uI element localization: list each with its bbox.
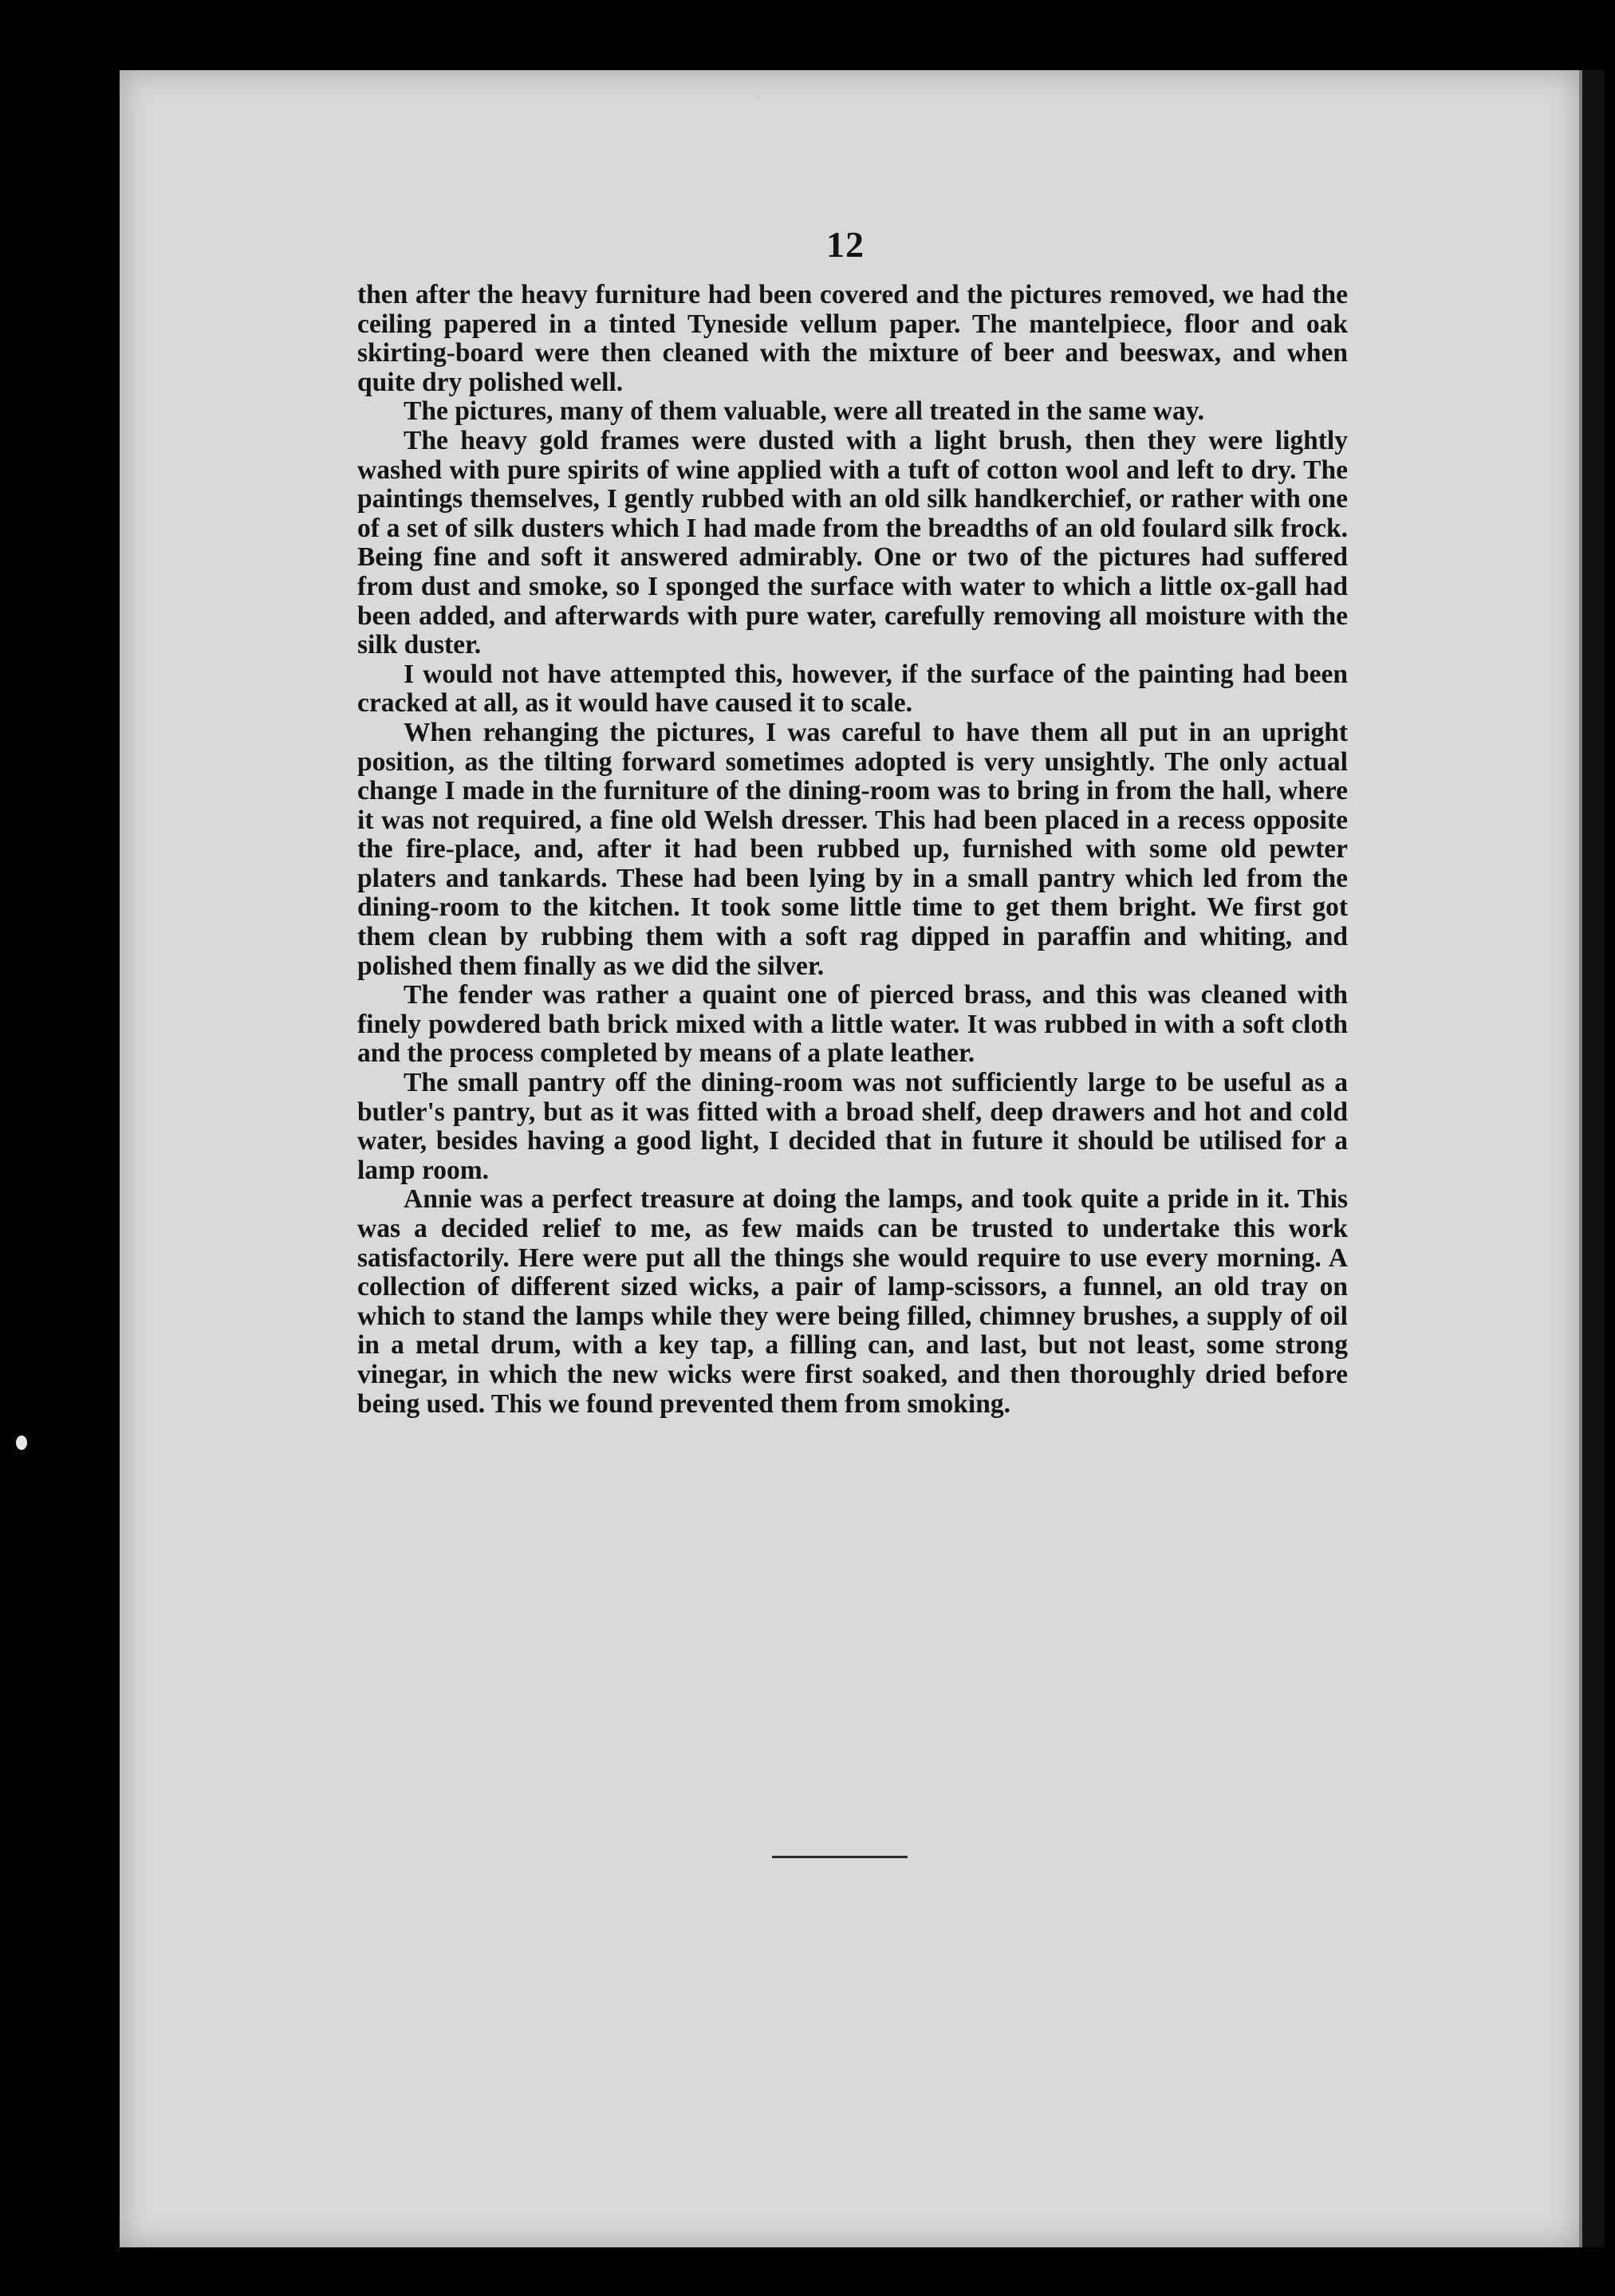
paragraph: When rehanging the pictures, I was careful to have them all put in an upright position, as the tilting forward sometimes adopted is very unsightly. The only actual change I made in the furniture of the dining-room was to bring in from the hall, where it was not required, a fine old Welsh dresser. This had been placed in a recess opposite the fire-place, and, after it had been rubbed up, furnished with some old pewter platers and tankards. These had been lying by in a small pantry which led from the dining-room to the kitchen. It took some little time to get them bright. We first got them clean by rubbing them with a soft rag dipped in paraffin and whiting, and polished them finally as we did the silver. — [357, 717, 1348, 981]
body-text — [357, 281, 1348, 1419]
paper-speck — [16, 1435, 27, 1450]
paragraph: The fender was rather a quaint one of pierced brass, and this was cleaned with finely powdered bath brick mixed with a little water. It was rubbed in with a soft cloth and the process completed by means of a plate leather. — [357, 980, 1348, 1069]
page-number: 12 — [826, 224, 865, 265]
paragraph: Annie was a perfect treasure at doing the lamps, and took quite a pride in it. This was a decided relief to me, as few maids can be trusted to undertake this work satisfactorily. Here were put all the things she would require to use every morning. A collection of different sized wicks, a pair of lamp-scissors, a funnel, an old tray on which to stand the lamps while they were being filled, chimney brushes, a supply of oil in a metal drum, with a key tap, a filling can, and last, but not least, some strong vinegar, in which the new wicks were first soaked, and then thoroughly dried before being used. This we found prevented them from smoking. — [357, 1184, 1348, 1419]
paragraph: The small pantry off the dining-room was not sufficiently large to be useful as a butler's pantry, but as it was fitted with a broad shelf, deep drawers and hot and cold water, besides having a good light, I decided that in future it should be utilised for a lamp room. — [357, 1068, 1348, 1185]
section-divider — [772, 1856, 908, 1858]
paragraph: The pictures, many of them valuable, were all treated in the same way. — [404, 396, 1204, 427]
paragraph: then after the heavy furniture had been covered and the pictures removed, we had the ceiling papered in a tinted Tyneside vellum paper. The mantelpiece, floor and oak skirting-board were then cleaned with the mixture of beer and beeswax, and when quite dry polished well. — [357, 280, 1348, 397]
paragraph: I would not have attempted this, however, if the surface of the painting had been cracked at all, as it would have caused it to scale. — [357, 659, 1348, 719]
paragraph: The heavy gold frames were dusted with a light brush, then they were lightly washed with pure spirits of wine applied with a tuft of cotton wool and left to dry. The paintings themselves, I gently rubbed with an old silk handkerchief, or rather with one of a set of silk dusters which I had made from the breadths of an old foulard silk frock. Being fine and soft it answered admirably. One or two of the pictures had suffered from dust and smoke, so I sponged the surface with water to which a little ox-gall had been added, and afterwards with pure water, carefully removing all moisture with the silk duster. — [357, 425, 1348, 660]
page-edge-shadow — [1579, 70, 1605, 2247]
paper-speck — [756, 94, 760, 100]
